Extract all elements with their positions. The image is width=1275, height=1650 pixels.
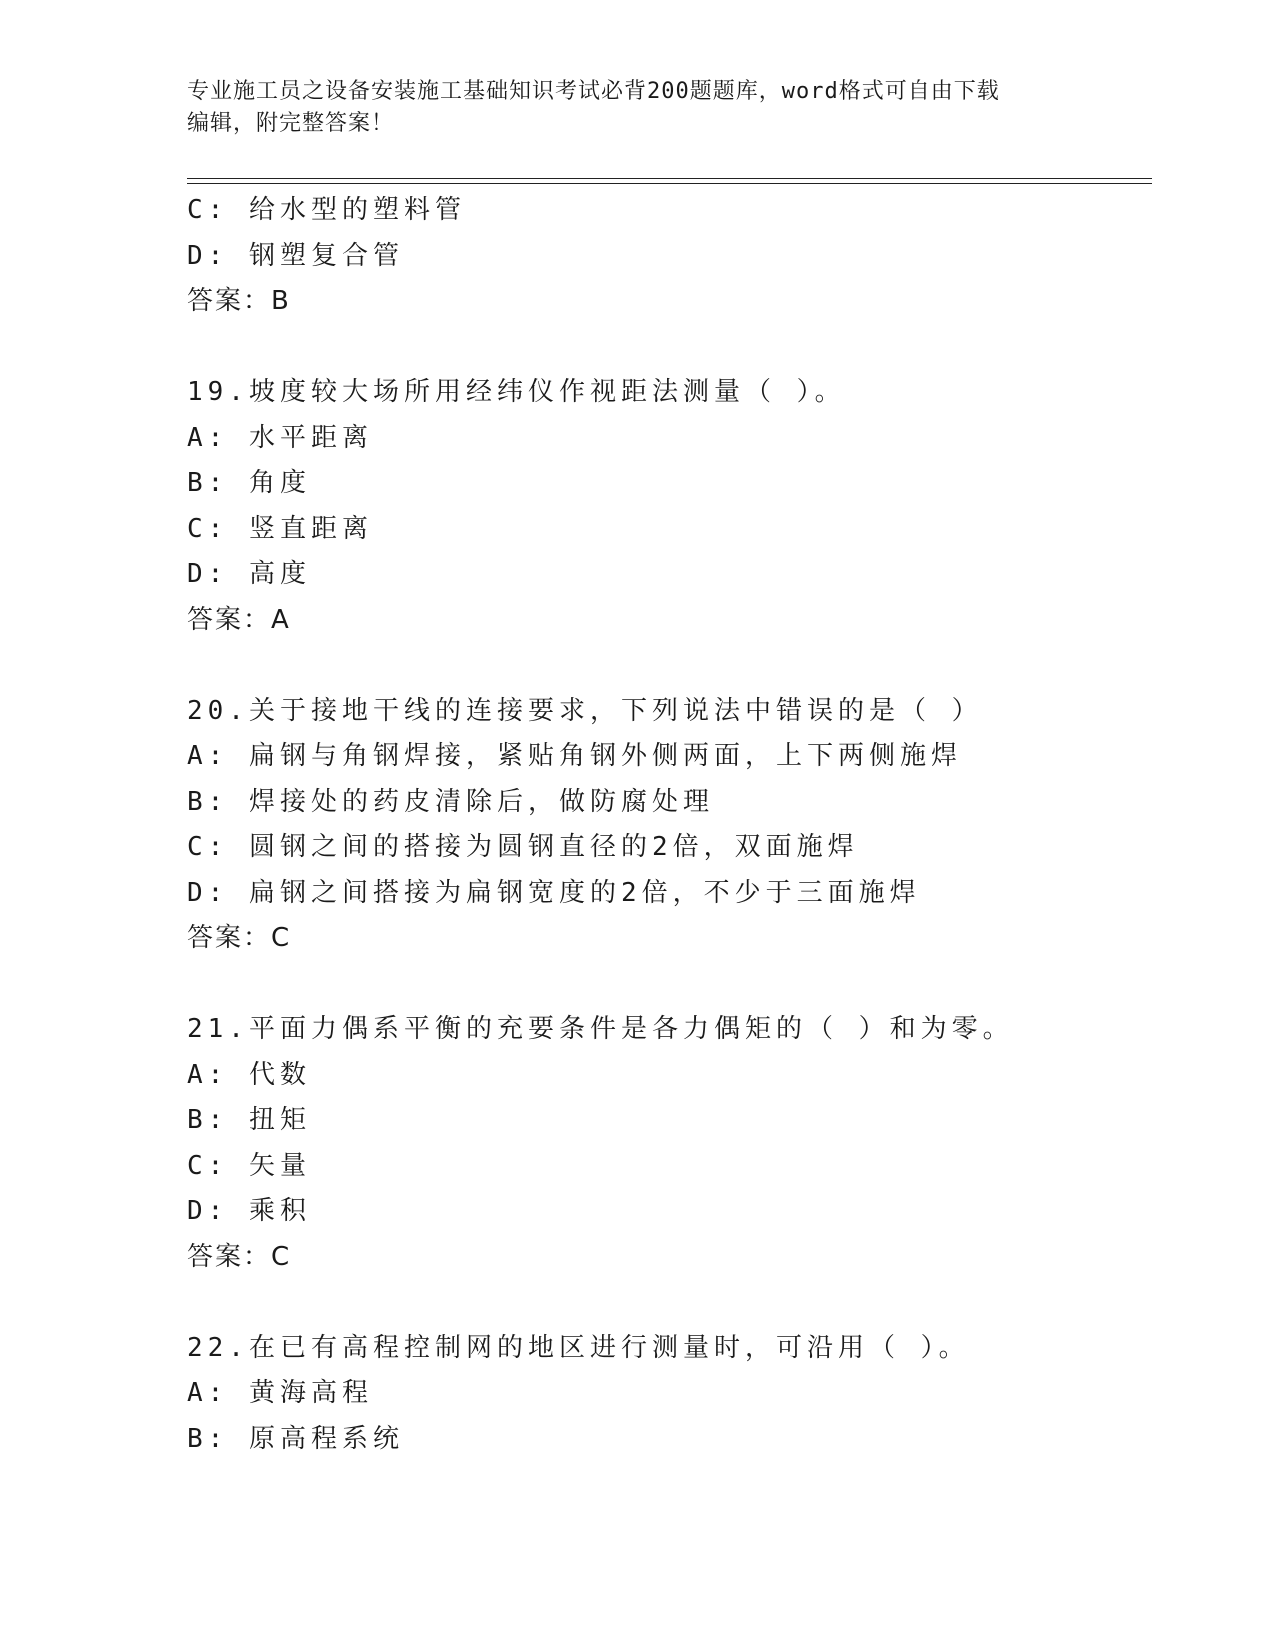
header-double-rule [187,178,1152,184]
spacer [187,962,1152,1008]
header-title-line-1: 专业施工员之设备安装施工基础知识考试必背200题题库，word格式可自由下载 [187,79,1000,104]
option-line: B: 角度 [187,468,311,498]
option-line: D: 扁钢之间搭接为扁钢宽度的2倍，不少于三面施焊 [187,877,921,908]
option-line: D: 乘积 [187,1196,311,1226]
option-line: A: 扁钢与角钢焊接，紧贴角钢外侧两面，上下两侧施焊 [187,741,962,771]
question-line: 20.关于接地干线的连接要求，下列说法中错误的是（ ） [187,695,983,726]
option-line: D: 钢塑复合管 [187,240,404,271]
question-line: 22.在已有高程控制网的地区进行测量时，可沿用（ ）。 [187,1332,970,1363]
option-line: C: 矢量 [187,1150,311,1181]
option-line: A: 水平距离 [187,422,373,453]
answer-line: 答案：C [187,923,292,953]
page-header [187,76,1067,140]
question-line: 19.坡度较大场所用经纬仪作视距法测量（ ）。 [187,377,846,407]
answer-line: 答案：B [187,286,291,316]
option-line: D: 高度 [187,559,311,589]
option-line: B: 原高程系统 [187,1423,404,1454]
spacer [187,325,1152,371]
option-line: B: 扭矩 [187,1105,311,1135]
option-line: B: 焊接处的药皮清除后，做防腐处理 [187,786,714,817]
spacer [187,1280,1152,1326]
option-line: A: 代数 [187,1059,311,1090]
question-content [187,188,1152,1462]
option-line: C: 圆钢之间的搭接为圆钢直径的2倍，双面施焊 [187,832,859,862]
spacer [187,643,1152,689]
option-line: C: 竖直距离 [187,513,373,544]
answer-line: 答案：A [187,604,291,635]
header-title-line-2: 编辑，附完整答案！ [187,111,395,136]
answer-line: 答案：C [187,1241,292,1272]
question-line: 21.平面力偶系平衡的充要条件是各力偶矩的（ ）和为零。 [187,1014,1014,1044]
option-line: A: 黄海高程 [187,1378,373,1408]
option-line: C: 给水型的塑料管 [187,195,466,225]
